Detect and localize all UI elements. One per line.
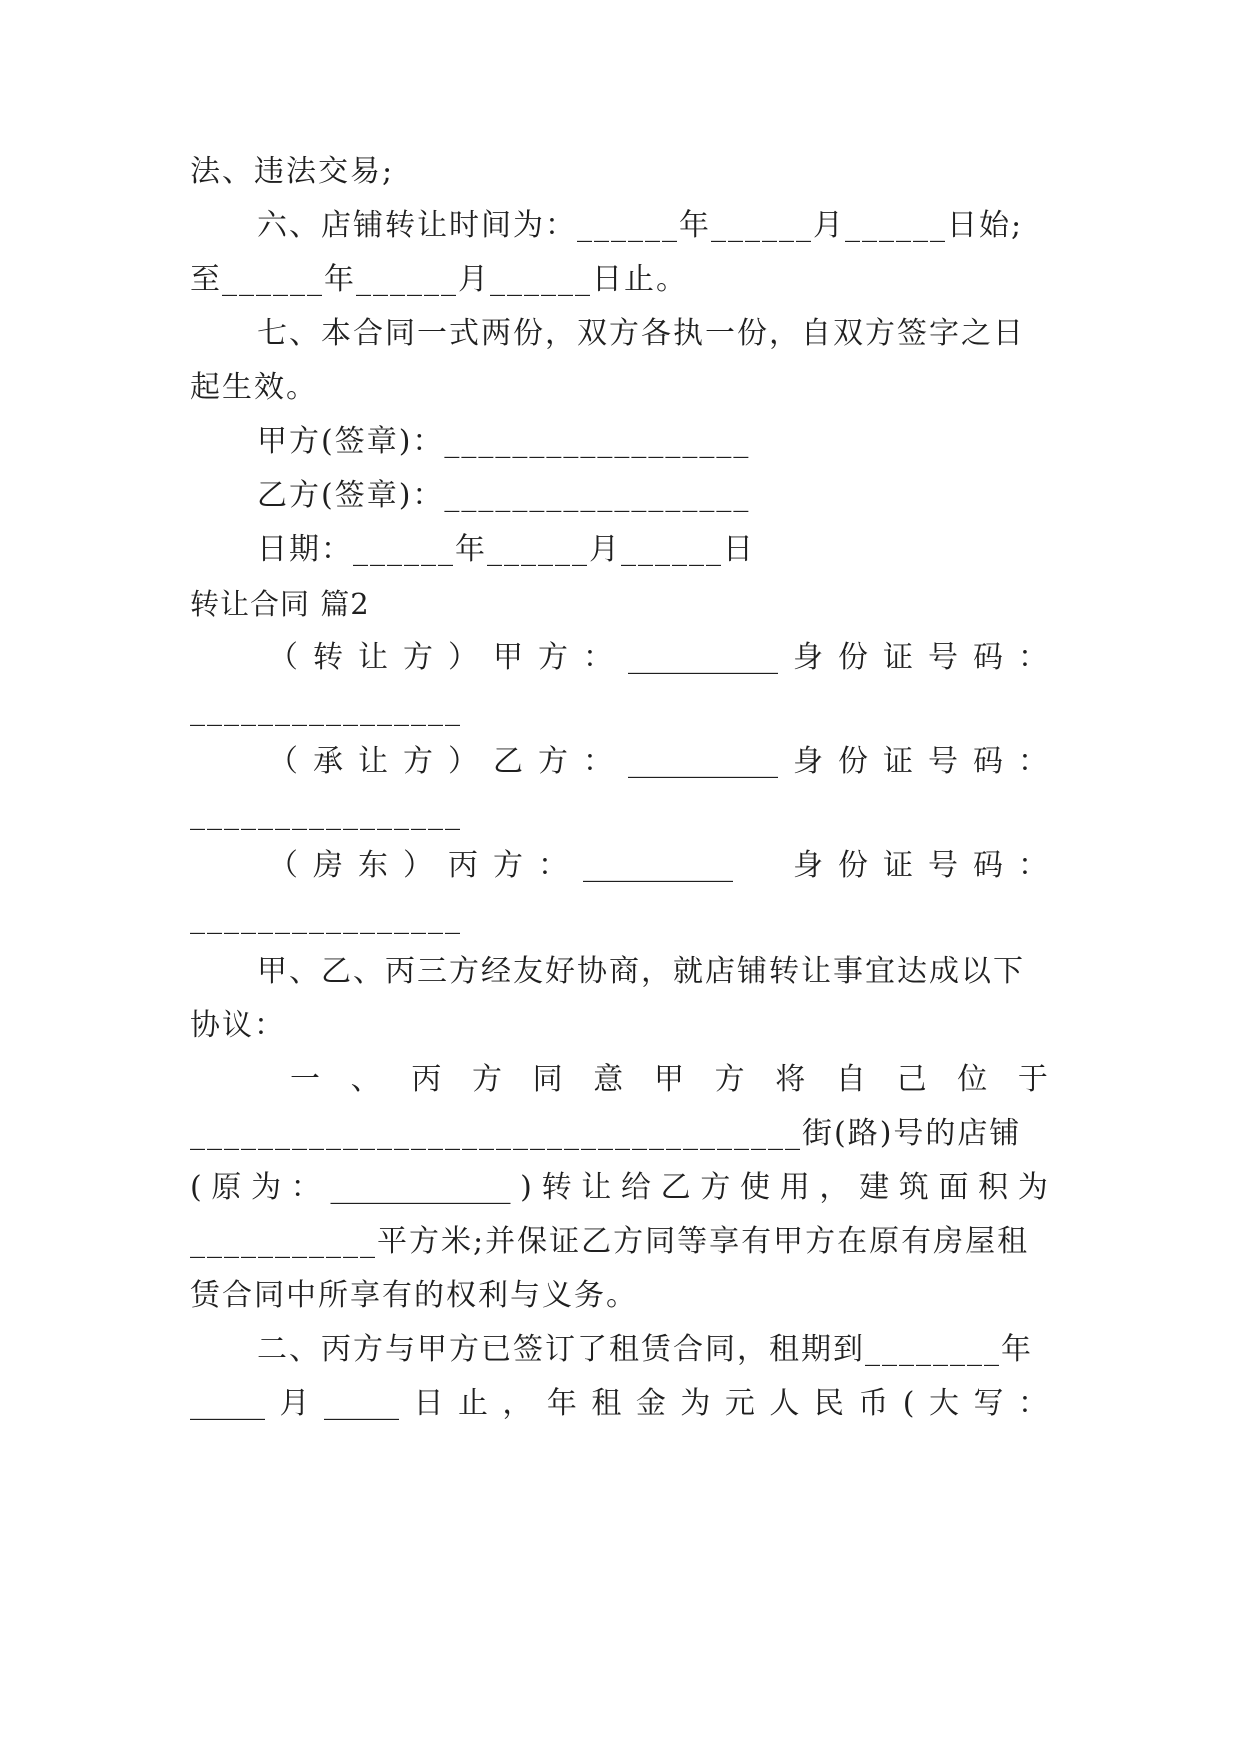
- text-token: 使: [740, 1170, 770, 1205]
- text-token: ：: [1018, 640, 1048, 675]
- text-token: （: [268, 848, 298, 883]
- text-token: 号: [928, 848, 958, 883]
- text-token: 面: [938, 1170, 969, 1205]
- text-token: ）: [403, 848, 433, 883]
- party-c-line: [268, 846, 1048, 886]
- text-token: 为: [251, 1170, 282, 1205]
- text-line: 起生效。: [190, 370, 318, 405]
- text-token: 将: [775, 1062, 806, 1097]
- text-token: __________: [628, 640, 778, 675]
- text-token: ，: [819, 1170, 850, 1205]
- text-token: 份: [838, 848, 868, 883]
- text-token: 方: [403, 640, 433, 675]
- text-token: 身: [793, 640, 823, 675]
- text-token: _____: [190, 1386, 265, 1421]
- text-token: 号: [928, 640, 958, 675]
- text-token: 为: [680, 1386, 711, 1421]
- text-token: 方: [714, 1062, 745, 1097]
- text-token: 意: [593, 1062, 624, 1097]
- text-token: 房: [313, 848, 343, 883]
- text-token: （: [268, 640, 298, 675]
- text-token: ：: [538, 848, 568, 883]
- id-blank-line: ________________: [190, 796, 462, 831]
- text-token: _____: [323, 1386, 399, 1421]
- text-token: 年: [546, 1386, 577, 1421]
- text-line: [190, 1168, 1048, 1208]
- text-token: 建: [859, 1170, 890, 1205]
- id-blank-line: ________________: [190, 900, 462, 935]
- text-token: 让: [581, 1170, 612, 1205]
- text-token: 乙: [493, 744, 523, 779]
- text-token: 人: [769, 1386, 800, 1421]
- text-token: 自: [835, 1062, 866, 1097]
- text-token: 份: [838, 744, 868, 779]
- text-token: 东: [358, 848, 388, 883]
- text-token: [748, 846, 778, 886]
- text-line: ____________________________________街(路)号的店铺: [190, 1116, 1022, 1151]
- text-token: 号: [928, 744, 958, 779]
- text-token: 止: [457, 1386, 488, 1421]
- text-token: ）: [448, 744, 478, 779]
- text-token: ：: [1017, 1386, 1048, 1421]
- text-token: 方: [538, 744, 568, 779]
- text-token: 原: [211, 1170, 242, 1205]
- text-token: 转: [313, 640, 343, 675]
- text-token: 日: [413, 1386, 444, 1421]
- text-token: 同: [532, 1062, 563, 1097]
- text-token: ：: [583, 744, 613, 779]
- text-token: 甲: [653, 1062, 684, 1097]
- text-token: 位: [957, 1062, 988, 1097]
- text-token: 租: [591, 1386, 622, 1421]
- text-line: ___________平方米;并保证乙方同等享有甲方在原有房屋租: [190, 1224, 1030, 1259]
- text-line: 赁合同中所享有的权利与义务。: [190, 1278, 638, 1313]
- text-token: ____________: [330, 1170, 511, 1205]
- text-token: 筑: [898, 1170, 929, 1205]
- text-token: 丙: [448, 848, 478, 883]
- text-token: 让: [358, 744, 388, 779]
- text-token: 方: [471, 1062, 502, 1097]
- text-token: 份: [838, 640, 868, 675]
- text-token: 金: [635, 1386, 666, 1421]
- text-token: 方: [403, 744, 433, 779]
- text-token: ：: [1018, 744, 1048, 779]
- text-token: 承: [313, 744, 343, 779]
- party-a-line: [268, 638, 1048, 678]
- text-token: 方: [538, 640, 568, 675]
- text-token: 己: [896, 1062, 927, 1097]
- text-token: 甲: [493, 640, 523, 675]
- text-token: 方: [700, 1170, 731, 1205]
- text-line: 六、店铺转让时间为：______年______月______日始;: [257, 208, 1024, 243]
- text-token: 身: [793, 744, 823, 779]
- clause-two-line: 二、丙方与甲方已签订了租赁合同，租期到________年: [257, 1332, 1033, 1367]
- text-token: 用: [779, 1170, 810, 1205]
- text-line: [190, 1384, 1048, 1424]
- text-token: ，: [502, 1386, 533, 1421]
- text-token: ：: [290, 1170, 321, 1205]
- text-token: 于: [1017, 1062, 1048, 1097]
- text-token: 、: [350, 1062, 381, 1097]
- text-token: 乙: [660, 1170, 691, 1205]
- text-token: 一: [290, 1062, 320, 1097]
- text-line: 协议：: [190, 1008, 286, 1043]
- text-token: ）: [448, 640, 478, 675]
- text-token: 码: [973, 744, 1003, 779]
- text-token: 民: [813, 1386, 844, 1421]
- text-token: ): [520, 1170, 532, 1205]
- text-token: 身: [793, 848, 823, 883]
- text-token: 给: [620, 1170, 651, 1205]
- text-token: __________: [628, 744, 778, 779]
- text-token: 证: [883, 848, 913, 883]
- text-token: 为: [1017, 1170, 1048, 1205]
- text-token: 月: [279, 1386, 310, 1421]
- text-token: 大: [928, 1386, 959, 1421]
- text-token: 方: [493, 848, 523, 883]
- text-token: 让: [358, 640, 388, 675]
- text-token: 写: [973, 1386, 1004, 1421]
- text-line: 七、本合同一式两份，双方各执一份，自双方签字之日: [257, 316, 1025, 351]
- text-token: 证: [883, 744, 913, 779]
- text-token: 积: [978, 1170, 1009, 1205]
- text-token: (: [190, 1170, 202, 1205]
- text-token: ：: [583, 640, 613, 675]
- text-token: 码: [973, 848, 1003, 883]
- text-token: 码: [973, 640, 1003, 675]
- text-token: 丙: [411, 1062, 442, 1097]
- text-token: ：: [1018, 848, 1048, 883]
- text-line: 法、违法交易;: [190, 154, 395, 189]
- section-heading: 转让合同 篇2: [190, 587, 370, 621]
- text-token: (: [902, 1386, 915, 1421]
- text-token: 转: [541, 1170, 572, 1205]
- text-token: __________: [583, 848, 733, 883]
- text-line: 甲、乙、丙三方经友好协商，就店铺转让事宜达成以下: [257, 954, 1025, 989]
- date-line: 日期：______年______月______日: [257, 532, 755, 567]
- text-line: 至______年______月______日止。: [190, 262, 688, 297]
- id-blank-line: ________________: [190, 692, 462, 727]
- text-token: 币: [858, 1386, 889, 1421]
- clause-one-line: [290, 1060, 1048, 1100]
- signature-line-party-a: 甲方(签章)：__________________: [257, 424, 751, 459]
- signature-line-party-b: 乙方(签章)：__________________: [257, 478, 751, 513]
- party-b-line: [268, 742, 1048, 782]
- text-token: 元: [724, 1386, 755, 1421]
- text-token: （: [268, 744, 298, 779]
- text-token: 证: [883, 640, 913, 675]
